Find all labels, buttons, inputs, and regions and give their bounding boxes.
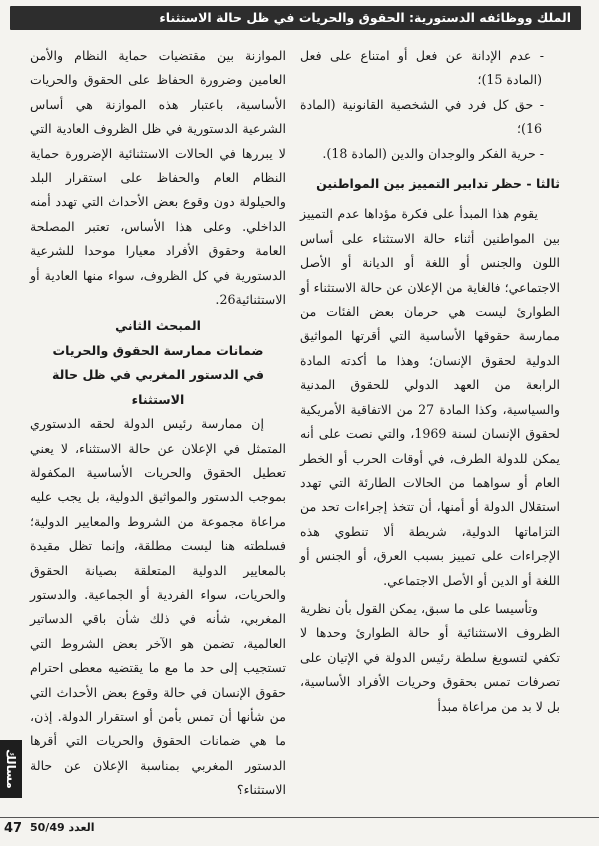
running-header: الملك ووظائفه الدستورية: الحقوق والحريات في ظل حالة الاستثناء: [10, 6, 581, 30]
body-paragraph: وتأسيسا على ما سبق، يمكن القول بأن نظرية الظروف الاستثنائية أو حالة الطوارئ وحدها لا تكفي لتسويغ سلطة رئيس الدولة في الإتيان على تصرفات تمس بحقوق وحريات الأفراد الأساسية، بل لا بد من مراعاة مبدأ: [300, 600, 560, 714]
list-item: - عدم الإدانة عن فعل أو امتناع على فعل (المادة 15)؛: [300, 48, 544, 88]
body-paragraph: الموازنة بين مقتضيات حماية النظام والأمن العامين وضرورة الحفاظ على الحقوق والحريات الأساسية، باعتبار هذه الموازنة هي أساس الشرعية الدستورية في ظل الظروف العادية التي لا يبررها في الحالات الاستثنائية الإضرورة حماية النظام العام والحفاظ على استقرار البلد والحيلولة دون وقوع بعض الأحداث التي تهدد أمنه الداخلي. وعلى هذا الأساس، تعتبر المصلحة العامة وحقوق الأفراد معيارا موحدا للشرعية الدستورية في كل الظروف، سواء منها العادية أو الاستثنائية26.: [30, 48, 286, 308]
list-item: - حق كل فرد في الشخصية القانونية (المادة 16)؛: [300, 96, 544, 137]
journal-brand: مسالك: [0, 740, 22, 798]
subsection-title: ضمانات ممارسة الحقوق والحريات: [52, 342, 264, 358]
left-column: [30, 44, 286, 803]
list-item: - حرية الفكر والوجدان والدين (المادة 18).: [322, 145, 544, 161]
footer-divider: [0, 817, 599, 818]
issue-number: العدد 50/49: [30, 821, 95, 834]
right-column: [300, 44, 560, 719]
body-paragraph: إن ممارسة رئيس الدولة لحقه الدستوري المتمثل في الإعلان عن حالة الاستثناء، لا يعني تعطيل الحقوق والحريات الأساسية المكفولة بموجب الدستور والمواثيق الدولية، بل يجب عليه مراعاة مجموعة من الشروط والمعايير الدولية؛ فسلطته هنا ليست مطلقة، وإنما تظل مقيدة بالمعايير الدولية المتعلقة بصيانة الحقوق والحريات، سواء الفردية أو الجماعية. والدستور المغربي، شأنه في ذلك شأن باقي الدساتير العالمية، تضمن هو الآخر بعض الشروط التي تستجيب إلى حد ما مع ما يقتضيه معطى احترام حقوق الإنسان في حالة وقوع بعض الأحداث التي من شأنها أن تمس بأمن أو استقرار الدولة. إذن، ما هي ضمانات الحقوق والحريات التي أقرها الدستور المغربي بمناسبة الإعلان عن حالة الاستثناء؟: [30, 416, 286, 798]
section-heading: ثالثا - حظر تدابير التمييز بين المواطنين: [316, 176, 560, 192]
page-number: 47: [4, 821, 23, 836]
subsection-label: المبحث الثاني: [115, 318, 201, 334]
body-paragraph: يقوم هذا المبدأ على فكرة مؤداها عدم التمييز بين المواطنين أثناء حالة الاستثناء على أساس اللون والجنس أو اللغة أو الديانة أو الأصل الاجتماعي؛ فالغاية من الإعلان عن حالة الاستثناء أو الطوارئ ليست هي حرمان بعض الفئات من ممارسة حقوقها الأساسية التي أقرتها المواثيق الدولية لحقوق الإنسان؛ وهذا ما أكدته المادة الرابعة من العهد الدولي للحقوق المدنية والسياسية، وكذا المادة 27 من الاتفاقية الأمريكية لحقوق الإنسان لسنة 1969، والتي نصت على أنه يمكن للدولة الطرف، في أوقات الحرب أو الخطر العام أو سواهما من الحالات الطارئة التي تهدد استقلال الدولة أو أمنها، أن تتخذ إجراءات تحد من التزاماتها الدولية، شريطة ألا تنطوي هذه الإجراءات على تمييز بسبب العرق، أو الجنس أو اللغة أو الدين أو الأصل الاجتماعي.: [300, 206, 560, 588]
subsection-title: في الدستور المغربي في ظل حالة الاستثناء: [51, 367, 265, 407]
